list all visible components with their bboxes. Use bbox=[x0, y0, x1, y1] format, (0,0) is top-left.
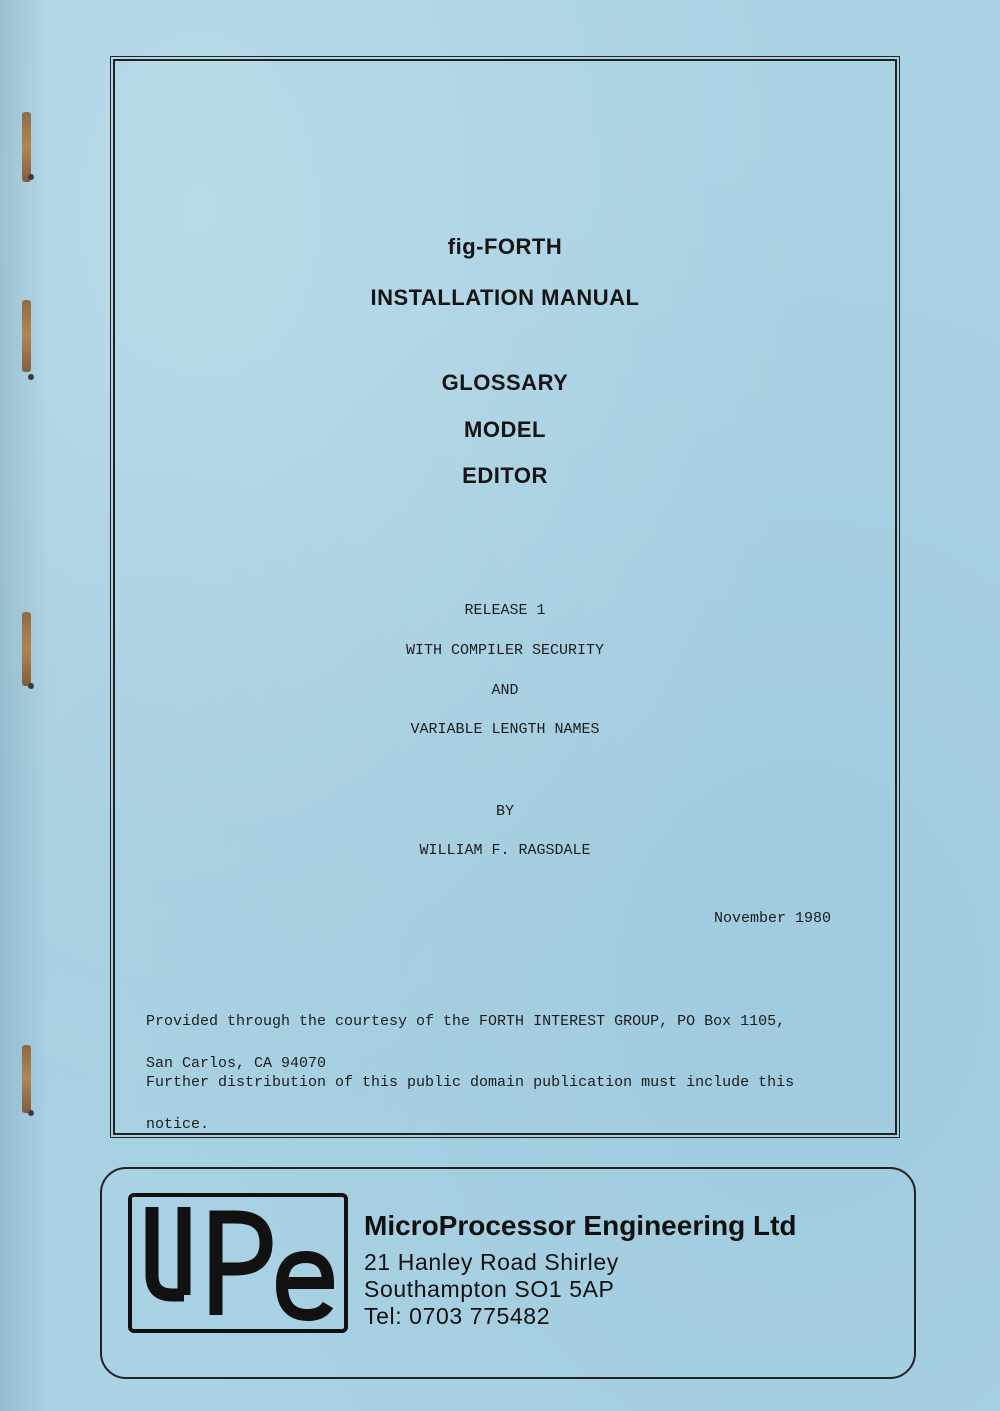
features-and: AND bbox=[491, 682, 519, 699]
publisher-phone: Tel: 0703 775482 bbox=[364, 1303, 551, 1329]
section-model: MODEL bbox=[464, 417, 546, 442]
manual-subtitle: INSTALLATION MANUAL bbox=[370, 285, 640, 310]
publisher-address-line-1: 21 Hanley Road Shirley bbox=[364, 1249, 619, 1275]
cover-frame bbox=[113, 59, 897, 1135]
binding-hole bbox=[28, 374, 34, 380]
staple-mark bbox=[22, 1045, 31, 1113]
courtesy-line-1: Provided through the courtesy of the FORTH INTEREST GROUP, PO Box 1105, bbox=[146, 1013, 786, 1030]
staple-mark bbox=[22, 612, 31, 686]
manual-title: fig-FORTH bbox=[447, 234, 563, 259]
mpe-logo-graphic bbox=[132, 1197, 344, 1329]
binding-hole bbox=[28, 1110, 34, 1116]
features-line-2: VARIABLE LENGTH NAMES bbox=[410, 721, 600, 738]
section-glossary: GLOSSARY bbox=[441, 370, 569, 395]
courtesy-line-2: San Carlos, CA 94070 bbox=[146, 1055, 327, 1072]
release-label: RELEASE 1 bbox=[464, 602, 546, 619]
author-name: WILLIAM F. RAGSDALE bbox=[419, 842, 591, 859]
by-label: BY bbox=[495, 803, 514, 820]
staple-mark bbox=[22, 300, 31, 372]
spine-shadow bbox=[0, 0, 50, 1411]
section-editor: EDITOR bbox=[462, 463, 548, 488]
distribution-line-1: Further distribution of this public domain publication must include this bbox=[146, 1074, 795, 1091]
publisher-address-line-2: Southampton SO1 5AP bbox=[364, 1276, 615, 1302]
binding-hole bbox=[28, 174, 34, 180]
publisher-name: MicroProcessor Engineering Ltd bbox=[364, 1210, 797, 1241]
publication-date: November 1980 bbox=[714, 910, 832, 927]
distribution-notice bbox=[146, 1051, 876, 1156]
staple-mark bbox=[22, 112, 31, 182]
mpe-logo bbox=[128, 1193, 348, 1333]
features-line-1: WITH COMPILER SECURITY bbox=[405, 642, 605, 659]
binding-hole bbox=[28, 683, 34, 689]
distribution-line-2: notice. bbox=[146, 1116, 210, 1133]
